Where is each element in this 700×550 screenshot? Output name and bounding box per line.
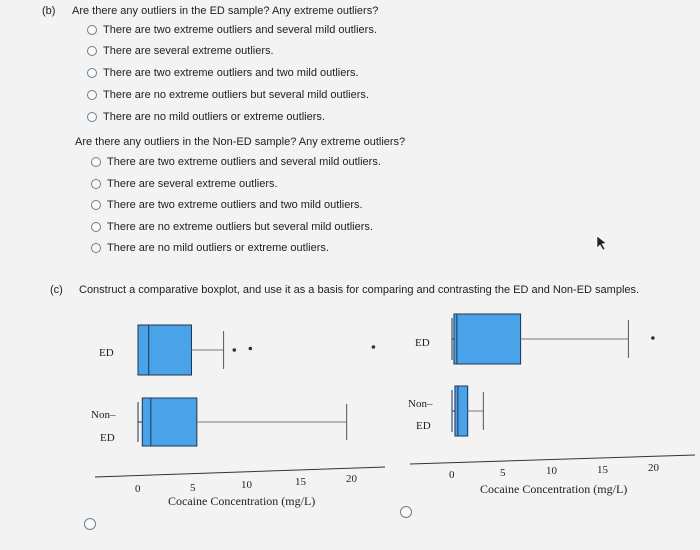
part-c-label: (c): [50, 284, 63, 296]
option-non-ed-3[interactable]: There are two extreme outliers and two mild outliers.: [91, 199, 363, 211]
left-x-axis-label: Cocaine Concentration (mg/L): [168, 494, 316, 508]
part-b-label: (b): [42, 5, 56, 17]
right-label-non-ed-line1: Non–: [408, 398, 433, 410]
option-non-ed-5[interactable]: There are no mild outliers or extreme outliers.: [91, 242, 329, 254]
left-tick-10: 10: [241, 479, 252, 491]
right-x-axis: [410, 455, 695, 464]
right-label-non-ed-line2: ED: [416, 420, 431, 432]
left-tick-5: 5: [190, 482, 196, 494]
right-label-ed: ED: [415, 337, 430, 349]
left-tick-20: 20: [346, 473, 357, 485]
option-ed-5[interactable]: There are no mild outliers or extreme outliers.: [87, 111, 325, 123]
choice-right-radio[interactable]: [400, 505, 412, 523]
right-tick-20: 20: [648, 462, 659, 474]
right-ed-box: [454, 314, 521, 364]
right-non-ed-box: [455, 386, 468, 436]
option-non-ed-4[interactable]: There are no extreme outliers but several mild outliers.: [91, 221, 373, 233]
left-label-non-ed-line2: ED: [100, 432, 115, 444]
right-tick-0: 0: [449, 469, 455, 481]
right-ed-outlier: [651, 336, 655, 340]
option-non-ed-2[interactable]: There are several extreme outliers.: [91, 178, 278, 190]
radio-button[interactable]: [400, 506, 412, 518]
right-tick-15: 15: [597, 464, 608, 476]
question-ed-outliers: Are there any outliers in the ED sample? Any extreme outliers?: [72, 5, 379, 17]
option-ed-3[interactable]: There are two extreme outliers and two mild outliers.: [87, 67, 359, 79]
left-tick-15: 15: [295, 476, 306, 488]
question-comparative-boxplot: Construct a comparative boxplot, and use it as a basis for comparing and contrasting the ED and Non-ED samples.: [79, 284, 640, 296]
right-tick-5: 5: [500, 467, 506, 479]
left-label-non-ed-line1: Non–: [91, 409, 116, 421]
option-non-ed-1[interactable]: There are two extreme outliers and several mild outliers.: [91, 156, 381, 168]
option-ed-1[interactable]: There are two extreme outliers and several mild outliers.: [87, 24, 377, 36]
left-label-ed: ED: [99, 347, 114, 359]
left-tick-0: 0: [135, 483, 141, 495]
option-ed-2[interactable]: There are several extreme outliers.: [87, 45, 274, 57]
right-tick-10: 10: [546, 465, 557, 477]
right-x-axis-label: Cocaine Concentration (mg/L): [480, 482, 628, 496]
option-ed-4[interactable]: There are no extreme outliers but several mild outliers.: [87, 89, 369, 101]
question-non-ed-outliers: Are there any outliers in the Non-ED sample? Any extreme outliers?: [75, 136, 406, 148]
